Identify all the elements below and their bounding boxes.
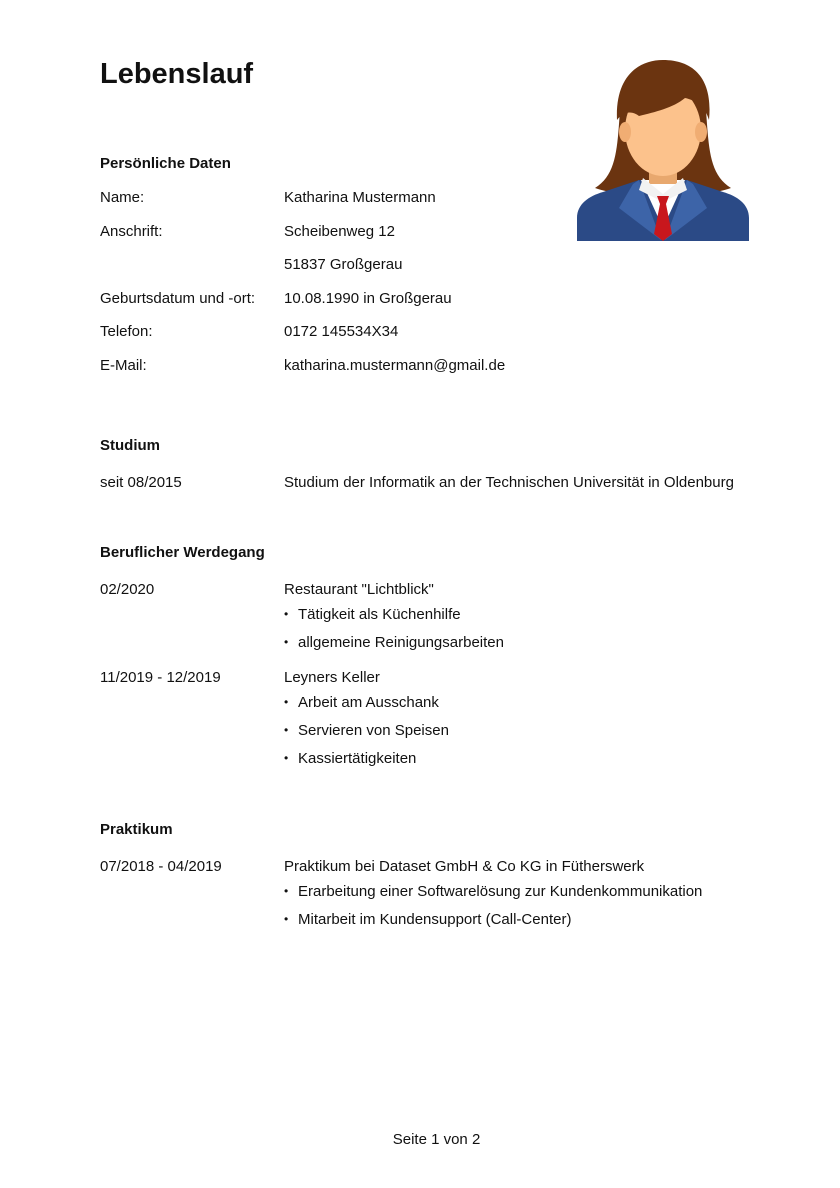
bullet-icon: •	[284, 722, 289, 737]
section-heading-studium: Studium	[100, 436, 160, 454]
email-value: katharina.mustermann@gmail.de	[284, 356, 506, 374]
entry-title: Restaurant "Lichtblick"	[284, 580, 434, 598]
personal-row-email	[100, 355, 740, 389]
bullet-icon: •	[284, 634, 289, 649]
bullet-icon: •	[284, 911, 289, 926]
field-value: Scheibenweg 12	[284, 222, 395, 240]
field-label: Name:	[100, 189, 145, 206]
personal-row-address	[100, 221, 740, 255]
praktikum-section	[100, 820, 740, 937]
personal-row-birth	[100, 288, 740, 322]
personal-row-city	[100, 254, 740, 288]
field-value: 51837 Großgerau	[284, 256, 403, 274]
field-label: E-Mail:	[100, 356, 147, 374]
list-item: • allgemeine Reinigungsarbeiten	[284, 633, 504, 651]
praktikum-entry	[100, 856, 740, 937]
personal-data-section	[100, 154, 740, 389]
list-item: • Mitarbeit im Kundensupport (Call-Center)	[284, 910, 572, 928]
studium-section	[100, 436, 740, 493]
list-item: • Kassiertätigkeiten	[284, 749, 417, 767]
avatar-ear-left	[619, 122, 631, 142]
entry-date: 11/2019 - 12/2019	[100, 668, 221, 686]
entry-date: 02/2020	[100, 580, 155, 598]
field-label	[100, 254, 284, 288]
section-heading-praktikum: Praktikum	[100, 820, 173, 838]
bullet-icon: •	[284, 606, 289, 621]
entry-title: Praktikum bei Dataset GmbH & Co KG in Fütherswerk	[284, 857, 645, 875]
list-item: • Arbeit am Ausschank	[284, 693, 439, 711]
entry-date: seit 08/2015	[100, 473, 182, 491]
career-entry	[100, 667, 740, 776]
field-label: Geburtsdatum und -ort:	[100, 289, 256, 307]
avatar-ear-right	[695, 122, 707, 142]
field-value: 10.08.1990 in Großgerau	[284, 289, 452, 307]
entry-bullets	[284, 604, 740, 653]
list-item: • Servieren von Speisen	[284, 721, 449, 739]
entry-title: Leyners Keller	[284, 668, 380, 686]
bullet-icon: •	[284, 694, 289, 709]
career-section	[100, 543, 740, 776]
entry-date: 07/2018 - 04/2019	[100, 857, 222, 875]
entry-title: Studium der Informatik an der Technischen Universität in Oldenburg	[284, 473, 734, 491]
entry-bullets	[284, 881, 740, 930]
field-label: Telefon:	[100, 323, 153, 341]
field-value: Katharina Mustermann	[284, 189, 436, 206]
list-item: • Tätigkeit als Küchenhilfe	[284, 605, 461, 623]
page-footer: Seite 1 von 2	[392, 1131, 481, 1148]
field-label: Anschrift:	[100, 222, 163, 240]
list-item: • Erarbeitung einer Softwarelösung zur Kundenkommunikation	[284, 882, 703, 900]
section-heading-personal: Persönliche Daten	[100, 155, 231, 172]
personal-row-name	[100, 187, 740, 221]
studium-entry	[100, 472, 740, 493]
bullet-icon: •	[284, 750, 289, 765]
section-heading-career: Beruflicher Werdegang	[100, 543, 265, 561]
bullet-icon: •	[284, 883, 289, 898]
page-title: Lebenslauf	[100, 58, 254, 90]
entry-bullets	[284, 692, 740, 769]
personal-row-phone	[100, 321, 740, 355]
career-entry	[100, 579, 740, 660]
field-value: 0172 145534X34	[284, 323, 399, 341]
